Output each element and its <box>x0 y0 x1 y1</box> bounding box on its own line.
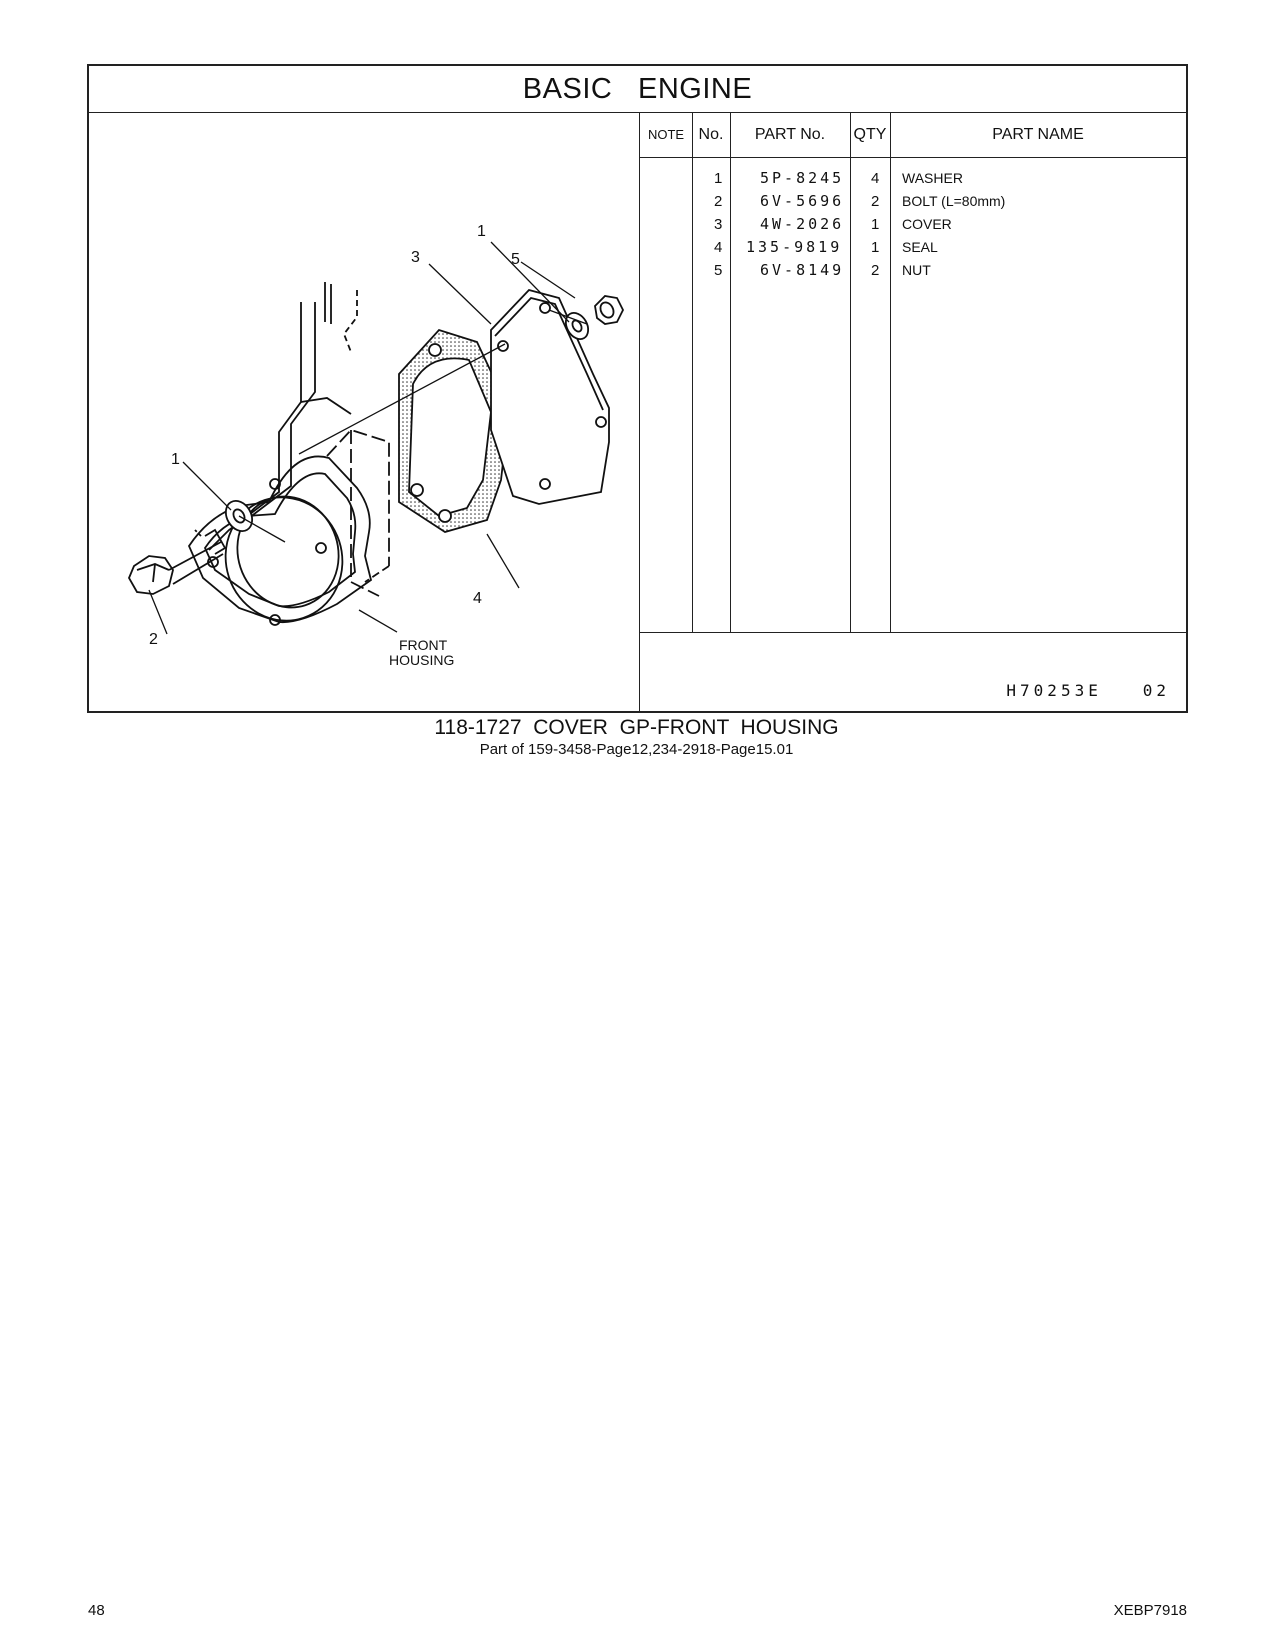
cover-plate-shape <box>491 290 609 504</box>
row-part-no: 6V-8149 <box>760 261 845 279</box>
front-housing-label-line2: HOUSING <box>389 652 455 668</box>
exploded-view-illustration <box>89 112 639 711</box>
parts-frame <box>87 64 1188 713</box>
row-no: 1 <box>714 170 723 187</box>
row-qty: 1 <box>871 216 880 233</box>
front-housing-label-line1: FRONT <box>399 637 448 653</box>
section-title: BASIC ENGINE <box>89 66 1186 113</box>
table-row <box>640 236 1186 259</box>
row-part-no: 6V-5696 <box>760 192 845 210</box>
col-header-qty: QTY <box>850 112 890 158</box>
row-part-name: BOLT (L=80mm) <box>902 193 1006 209</box>
row-qty: 4 <box>871 170 880 187</box>
row-no: 4 <box>714 239 723 256</box>
illustration-code: H70253E 02 <box>1006 681 1170 700</box>
callout-2: 2 <box>149 631 158 648</box>
row-no: 5 <box>714 262 723 279</box>
row-qty: 1 <box>871 239 880 256</box>
col-header-note: NOTE <box>640 112 692 158</box>
row-part-no: 135-9819 <box>746 238 843 256</box>
page-number: 48 <box>88 1602 105 1619</box>
col-header-part-no: PART No. <box>730 112 850 158</box>
group-reference: Part of 159-3458-Page12,234-2918-Page15.01 <box>479 741 794 758</box>
col-header-part-name: PART NAME <box>890 112 1186 158</box>
row-no: 3 <box>714 216 723 233</box>
callout-4: 4 <box>473 590 482 607</box>
row-part-name: WASHER <box>902 170 963 186</box>
row-part-name: COVER <box>902 216 952 232</box>
nut-shape <box>595 296 623 324</box>
table-row <box>640 167 1186 190</box>
callout-1-lower: 1 <box>171 451 180 468</box>
front-housing-shape <box>189 282 389 622</box>
callout-1-upper: 1 <box>477 223 486 240</box>
row-no: 2 <box>714 193 723 210</box>
table-row <box>640 213 1186 236</box>
exploded-view-drawing <box>89 112 639 711</box>
row-part-name: NUT <box>902 262 931 278</box>
table-bottom-rule <box>640 632 1186 633</box>
callout-3: 3 <box>411 249 420 266</box>
row-part-name: SEAL <box>902 239 938 255</box>
callout-5: 5 <box>511 251 520 268</box>
table-row <box>640 259 1186 282</box>
group-caption: 118-1727 COVER GP-FRONT HOUSING <box>434 716 839 739</box>
parts-table <box>640 112 1186 711</box>
document-id: XEBP7918 <box>1113 1602 1187 1619</box>
row-qty: 2 <box>871 262 880 279</box>
row-qty: 2 <box>871 193 880 210</box>
table-row <box>640 190 1186 213</box>
row-part-no: 5P-8245 <box>760 169 845 187</box>
row-part-no: 4W-2026 <box>760 215 845 233</box>
col-header-no: No. <box>692 112 730 158</box>
